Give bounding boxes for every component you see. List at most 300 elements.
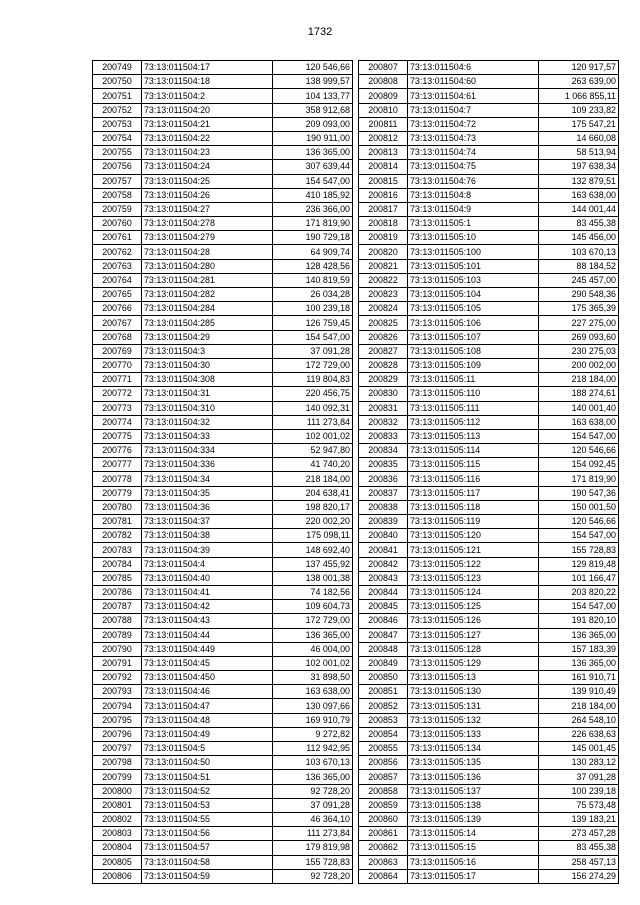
- cadastral-number-cell: 73:13:011505:10: [408, 231, 539, 245]
- cadastral-value-cell: 161 910,71: [539, 671, 619, 685]
- cadastral-value-cell: 188 274,61: [539, 387, 619, 401]
- cadastral-number-cell: 73:13:011504:33: [142, 429, 273, 443]
- record-number-cell: 200833: [359, 429, 408, 443]
- record-number-cell: 200811: [359, 117, 408, 131]
- record-number-cell: 200821: [359, 259, 408, 273]
- record-number-cell: 200802: [93, 812, 142, 826]
- cadastral-value-cell: 226 638,63: [539, 727, 619, 741]
- cadastral-value-cell: 155 728,83: [539, 543, 619, 557]
- record-number-cell: 200761: [93, 231, 142, 245]
- table-row: [93, 160, 353, 174]
- record-number-cell: 200837: [359, 486, 408, 500]
- cadastral-value-cell: 218 184,00: [539, 373, 619, 387]
- record-number-cell: 200749: [93, 61, 142, 75]
- table-row: [359, 727, 619, 741]
- cadastral-value-cell: 37 091,28: [539, 770, 619, 784]
- table-row: [359, 160, 619, 174]
- table-row: [359, 358, 619, 372]
- cadastral-value-cell: 102 001,02: [273, 656, 353, 670]
- cadastral-number-cell: 73:13:011504:39: [142, 543, 273, 557]
- table-row: [359, 827, 619, 841]
- table-row: [359, 231, 619, 245]
- table-row: [359, 302, 619, 316]
- table-row: [359, 174, 619, 188]
- cadastral-value-cell: 190 729,18: [273, 231, 353, 245]
- record-number-cell: 200791: [93, 656, 142, 670]
- table-row: [359, 571, 619, 585]
- cadastral-number-cell: 73:13:011504:36: [142, 500, 273, 514]
- cadastral-value-cell: 163 638,00: [539, 415, 619, 429]
- cadastral-value-cell: 130 097,66: [273, 699, 353, 713]
- table-row: [93, 600, 353, 614]
- table-row: [359, 316, 619, 330]
- cadastral-value-cell: 169 910,79: [273, 713, 353, 727]
- cadastral-number-cell: 73:13:011504:7: [408, 103, 539, 117]
- cadastral-number-cell: 73:13:011504:29: [142, 330, 273, 344]
- cadastral-value-cell: 150 001,50: [539, 500, 619, 514]
- cadastral-number-cell: 73:13:011504:280: [142, 259, 273, 273]
- cadastral-number-cell: 73:13:011505:13: [408, 671, 539, 685]
- table-row: [359, 656, 619, 670]
- cadastral-number-cell: 73:13:011504:48: [142, 713, 273, 727]
- cadastral-value-cell: 358 912,68: [273, 103, 353, 117]
- cadastral-number-cell: 73:13:011504:450: [142, 671, 273, 685]
- table-row: [359, 472, 619, 486]
- cadastral-value-cell: 171 819,90: [273, 217, 353, 231]
- cadastral-value-cell: 14 660,08: [539, 131, 619, 145]
- cadastral-value-cell: 269 093,60: [539, 330, 619, 344]
- record-number-cell: 200763: [93, 259, 142, 273]
- record-number-cell: 200846: [359, 614, 408, 628]
- table-row: [93, 358, 353, 372]
- cadastral-number-cell: 73:13:011505:111: [408, 401, 539, 415]
- cadastral-value-cell: 46 004,00: [273, 642, 353, 656]
- cadastral-number-cell: 73:13:011505:120: [408, 529, 539, 543]
- table-row: [93, 472, 353, 486]
- record-number-cell: 200863: [359, 855, 408, 869]
- cadastral-number-cell: 73:13:011505:123: [408, 571, 539, 585]
- cadastral-number-cell: 73:13:011504:73: [408, 131, 539, 145]
- cadastral-value-cell: 245 457,00: [539, 273, 619, 287]
- record-number-cell: 200752: [93, 103, 142, 117]
- cadastral-value-cell: 190 547,36: [539, 486, 619, 500]
- cadastral-value-cell: 156 274,29: [539, 869, 619, 883]
- cadastral-value-cell: 175 098,11: [273, 529, 353, 543]
- table-row: [93, 387, 353, 401]
- cadastral-value-cell: 92 728,20: [273, 784, 353, 798]
- cadastral-number-cell: 73:13:011504:49: [142, 727, 273, 741]
- cadastral-value-cell: 37 091,28: [273, 798, 353, 812]
- table-row: [359, 273, 619, 287]
- table-row: [359, 869, 619, 883]
- record-number-cell: 200774: [93, 415, 142, 429]
- cadastral-number-cell: 73:13:011504:60: [408, 75, 539, 89]
- table-row: [93, 628, 353, 642]
- cadastral-number-cell: 73:13:011504:9: [408, 202, 539, 216]
- table-row: [359, 742, 619, 756]
- table-row: [93, 174, 353, 188]
- registry-table-right-body: [359, 61, 619, 884]
- record-number-cell: 200804: [93, 841, 142, 855]
- table-row: [359, 486, 619, 500]
- table-row: [93, 429, 353, 443]
- cadastral-number-cell: 73:13:011505:105: [408, 302, 539, 316]
- cadastral-value-cell: 109 604,73: [273, 600, 353, 614]
- cadastral-value-cell: 136 365,00: [273, 770, 353, 784]
- table-row: [93, 245, 353, 259]
- cadastral-number-cell: 73:13:011505:131: [408, 699, 539, 713]
- cadastral-value-cell: 154 092,45: [539, 458, 619, 472]
- cadastral-value-cell: 100 239,18: [539, 784, 619, 798]
- cadastral-number-cell: 73:13:011504:2: [142, 89, 273, 103]
- record-number-cell: 200771: [93, 373, 142, 387]
- record-number-cell: 200850: [359, 671, 408, 685]
- cadastral-value-cell: 128 428,56: [273, 259, 353, 273]
- cadastral-value-cell: 102 001,02: [273, 429, 353, 443]
- record-number-cell: 200788: [93, 614, 142, 628]
- table-row: [359, 685, 619, 699]
- cadastral-number-cell: 73:13:011504:20: [142, 103, 273, 117]
- cadastral-number-cell: 73:13:011505:137: [408, 784, 539, 798]
- cadastral-number-cell: 73:13:011504:25: [142, 174, 273, 188]
- table-row: [93, 656, 353, 670]
- record-number-cell: 200864: [359, 869, 408, 883]
- record-number-cell: 200830: [359, 387, 408, 401]
- record-number-cell: 200845: [359, 600, 408, 614]
- record-number-cell: 200778: [93, 472, 142, 486]
- cadastral-number-cell: 73:13:011504:31: [142, 387, 273, 401]
- table-row: [359, 798, 619, 812]
- cadastral-number-cell: 73:13:011504:55: [142, 812, 273, 826]
- cadastral-number-cell: 73:13:011504:72: [408, 117, 539, 131]
- record-number-cell: 200836: [359, 472, 408, 486]
- record-number-cell: 200859: [359, 798, 408, 812]
- record-number-cell: 200854: [359, 727, 408, 741]
- cadastral-value-cell: 218 184,00: [273, 472, 353, 486]
- table-row: [93, 302, 353, 316]
- cadastral-value-cell: 126 759,45: [273, 316, 353, 330]
- cadastral-number-cell: 73:13:011504:42: [142, 600, 273, 614]
- cadastral-value-cell: 157 183,39: [539, 642, 619, 656]
- cadastral-number-cell: 73:13:011504:449: [142, 642, 273, 656]
- record-number-cell: 200780: [93, 500, 142, 514]
- cadastral-value-cell: 154 547,00: [273, 174, 353, 188]
- cadastral-number-cell: 73:13:011504:6: [408, 61, 539, 75]
- cadastral-value-cell: 140 819,59: [273, 273, 353, 287]
- record-number-cell: 200848: [359, 642, 408, 656]
- cadastral-number-cell: 73:13:011504:27: [142, 202, 273, 216]
- cadastral-value-cell: 37 091,28: [273, 344, 353, 358]
- cadastral-number-cell: 73:13:011504:282: [142, 288, 273, 302]
- cadastral-value-cell: 100 239,18: [273, 302, 353, 316]
- record-number-cell: 200844: [359, 585, 408, 599]
- cadastral-number-cell: 73:13:011504:34: [142, 472, 273, 486]
- cadastral-number-cell: 73:13:011504:26: [142, 188, 273, 202]
- cadastral-number-cell: 73:13:011504:22: [142, 131, 273, 145]
- cadastral-value-cell: 109 233,82: [539, 103, 619, 117]
- table-row: [93, 699, 353, 713]
- record-number-cell: 200820: [359, 245, 408, 259]
- cadastral-number-cell: 73:13:011504:24: [142, 160, 273, 174]
- table-row: [93, 444, 353, 458]
- cadastral-number-cell: 73:13:011504:57: [142, 841, 273, 855]
- record-number-cell: 200857: [359, 770, 408, 784]
- cadastral-value-cell: 101 166,47: [539, 571, 619, 585]
- cadastral-number-cell: 73:13:011505:112: [408, 415, 539, 429]
- table-row: [93, 217, 353, 231]
- record-number-cell: 200816: [359, 188, 408, 202]
- table-row: [93, 188, 353, 202]
- record-number-cell: 200858: [359, 784, 408, 798]
- cadastral-value-cell: 120 546,66: [273, 61, 353, 75]
- cadastral-value-cell: 154 547,00: [539, 429, 619, 443]
- table-row: [93, 869, 353, 883]
- record-number-cell: 200828: [359, 358, 408, 372]
- cadastral-number-cell: 73:13:011505:104: [408, 288, 539, 302]
- cadastral-value-cell: 154 547,00: [539, 600, 619, 614]
- cadastral-value-cell: 236 366,00: [273, 202, 353, 216]
- record-number-cell: 200768: [93, 330, 142, 344]
- cadastral-value-cell: 132 879,51: [539, 174, 619, 188]
- cadastral-value-cell: 138 001,38: [273, 571, 353, 585]
- cadastral-value-cell: 83 455,38: [539, 217, 619, 231]
- cadastral-value-cell: 88 184,52: [539, 259, 619, 273]
- table-row: [93, 727, 353, 741]
- registry-table-left-body: [93, 61, 353, 884]
- cadastral-value-cell: 203 820,22: [539, 585, 619, 599]
- table-row: [359, 415, 619, 429]
- table-row: [93, 103, 353, 117]
- record-number-cell: 200815: [359, 174, 408, 188]
- cadastral-value-cell: 209 093,00: [273, 117, 353, 131]
- cadastral-number-cell: 73:13:011504:40: [142, 571, 273, 585]
- table-row: [93, 529, 353, 543]
- table-row: [359, 500, 619, 514]
- cadastral-value-cell: 41 740,20: [273, 458, 353, 472]
- cadastral-number-cell: 73:13:011504:75: [408, 160, 539, 174]
- cadastral-value-cell: 258 457,13: [539, 855, 619, 869]
- record-number-cell: 200818: [359, 217, 408, 231]
- cadastral-number-cell: 73:13:011505:101: [408, 259, 539, 273]
- cadastral-value-cell: 171 819,90: [539, 472, 619, 486]
- record-number-cell: 200785: [93, 571, 142, 585]
- cadastral-number-cell: 73:13:011505:106: [408, 316, 539, 330]
- cadastral-number-cell: 73:13:011505:115: [408, 458, 539, 472]
- cadastral-value-cell: 139 183,21: [539, 812, 619, 826]
- cadastral-number-cell: 73:13:011504:43: [142, 614, 273, 628]
- cadastral-value-cell: 58 513,94: [539, 146, 619, 160]
- record-number-cell: 200799: [93, 770, 142, 784]
- cadastral-number-cell: 73:13:011505:126: [408, 614, 539, 628]
- record-number-cell: 200838: [359, 500, 408, 514]
- record-number-cell: 200852: [359, 699, 408, 713]
- record-number-cell: 200782: [93, 529, 142, 543]
- record-number-cell: 200814: [359, 160, 408, 174]
- table-row: [93, 515, 353, 529]
- cadastral-value-cell: 175 547,21: [539, 117, 619, 131]
- cadastral-value-cell: 172 729,00: [273, 614, 353, 628]
- cadastral-number-cell: 73:13:011505:119: [408, 515, 539, 529]
- cadastral-number-cell: 73:13:011504:23: [142, 146, 273, 160]
- cadastral-number-cell: 73:13:011504:53: [142, 798, 273, 812]
- record-number-cell: 200784: [93, 557, 142, 571]
- record-number-cell: 200795: [93, 713, 142, 727]
- cadastral-number-cell: 73:13:011504:281: [142, 273, 273, 287]
- table-row: [93, 89, 353, 103]
- record-number-cell: 200797: [93, 742, 142, 756]
- record-number-cell: 200860: [359, 812, 408, 826]
- record-number-cell: 200849: [359, 656, 408, 670]
- table-row: [93, 685, 353, 699]
- table-row: [93, 784, 353, 798]
- cadastral-number-cell: 73:13:011504:310: [142, 401, 273, 415]
- record-number-cell: 200861: [359, 827, 408, 841]
- cadastral-number-cell: 73:13:011504:35: [142, 486, 273, 500]
- cadastral-number-cell: 73:13:011504:285: [142, 316, 273, 330]
- record-number-cell: 200806: [93, 869, 142, 883]
- cadastral-number-cell: 73:13:011505:130: [408, 685, 539, 699]
- cadastral-number-cell: 73:13:011504:37: [142, 515, 273, 529]
- cadastral-number-cell: 73:13:011504:336: [142, 458, 273, 472]
- table-row: [93, 798, 353, 812]
- record-number-cell: 200822: [359, 273, 408, 287]
- table-row: [93, 259, 353, 273]
- cadastral-value-cell: 139 910,49: [539, 685, 619, 699]
- record-number-cell: 200786: [93, 585, 142, 599]
- cadastral-value-cell: 263 639,00: [539, 75, 619, 89]
- record-number-cell: 200801: [93, 798, 142, 812]
- cadastral-number-cell: 73:13:011504:51: [142, 770, 273, 784]
- cadastral-value-cell: 83 455,38: [539, 841, 619, 855]
- record-number-cell: 200840: [359, 529, 408, 543]
- record-number-cell: 200790: [93, 642, 142, 656]
- table-row: [93, 614, 353, 628]
- registry-table-right: [358, 60, 619, 884]
- record-number-cell: 200756: [93, 160, 142, 174]
- table-row: [93, 812, 353, 826]
- record-number-cell: 200758: [93, 188, 142, 202]
- cadastral-number-cell: 73:13:011504:50: [142, 756, 273, 770]
- table-row: [359, 841, 619, 855]
- cadastral-number-cell: 73:13:011505:117: [408, 486, 539, 500]
- record-number-cell: 200855: [359, 742, 408, 756]
- cadastral-number-cell: 73:13:011505:125: [408, 600, 539, 614]
- record-number-cell: 200766: [93, 302, 142, 316]
- cadastral-value-cell: 52 947,80: [273, 444, 353, 458]
- record-number-cell: 200835: [359, 458, 408, 472]
- cadastral-value-cell: 130 283,12: [539, 756, 619, 770]
- record-number-cell: 200826: [359, 330, 408, 344]
- cadastral-number-cell: 73:13:011505:109: [408, 358, 539, 372]
- cadastral-value-cell: 198 820,17: [273, 500, 353, 514]
- cadastral-value-cell: 218 184,00: [539, 699, 619, 713]
- table-row: [359, 770, 619, 784]
- record-number-cell: 200839: [359, 515, 408, 529]
- record-number-cell: 200808: [359, 75, 408, 89]
- cadastral-value-cell: 92 728,20: [273, 869, 353, 883]
- table-row: [93, 61, 353, 75]
- record-number-cell: 200805: [93, 855, 142, 869]
- record-number-cell: 200787: [93, 600, 142, 614]
- record-number-cell: 200798: [93, 756, 142, 770]
- cadastral-value-cell: 148 692,40: [273, 543, 353, 557]
- table-row: [93, 855, 353, 869]
- table-row: [359, 642, 619, 656]
- record-number-cell: 200767: [93, 316, 142, 330]
- record-number-cell: 200792: [93, 671, 142, 685]
- cadastral-number-cell: 73:13:011504:18: [142, 75, 273, 89]
- cadastral-value-cell: 111 273,84: [273, 415, 353, 429]
- cadastral-number-cell: 73:13:011504:56: [142, 827, 273, 841]
- record-number-cell: 200827: [359, 344, 408, 358]
- table-row: [359, 387, 619, 401]
- table-row: [359, 812, 619, 826]
- table-row: [359, 288, 619, 302]
- cadastral-value-cell: 163 638,00: [539, 188, 619, 202]
- table-row: [359, 543, 619, 557]
- record-number-cell: 200796: [93, 727, 142, 741]
- cadastral-value-cell: 154 547,00: [273, 330, 353, 344]
- record-number-cell: 200807: [359, 61, 408, 75]
- table-row: [359, 628, 619, 642]
- record-number-cell: 200772: [93, 387, 142, 401]
- cadastral-number-cell: 73:13:011505:116: [408, 472, 539, 486]
- record-number-cell: 200851: [359, 685, 408, 699]
- cadastral-value-cell: 191 820,10: [539, 614, 619, 628]
- table-row: [359, 515, 619, 529]
- cadastral-value-cell: 136 365,00: [273, 146, 353, 160]
- table-row: [93, 770, 353, 784]
- cadastral-value-cell: 144 001,44: [539, 202, 619, 216]
- record-number-cell: 200824: [359, 302, 408, 316]
- cadastral-value-cell: 64 909,74: [273, 245, 353, 259]
- cadastral-number-cell: 73:13:011504:4: [142, 557, 273, 571]
- cadastral-value-cell: 103 670,13: [273, 756, 353, 770]
- cadastral-value-cell: 145 001,45: [539, 742, 619, 756]
- cadastral-value-cell: 190 911,00: [273, 131, 353, 145]
- table-row: [93, 231, 353, 245]
- record-number-cell: 200842: [359, 557, 408, 571]
- cadastral-number-cell: 73:13:011505:134: [408, 742, 539, 756]
- cadastral-value-cell: 140 092,31: [273, 401, 353, 415]
- table-row: [93, 713, 353, 727]
- record-number-cell: 200755: [93, 146, 142, 160]
- cadastral-value-cell: 74 182,56: [273, 585, 353, 599]
- record-number-cell: 200809: [359, 89, 408, 103]
- record-number-cell: 200843: [359, 571, 408, 585]
- table-row: [93, 117, 353, 131]
- table-row: [359, 146, 619, 160]
- record-number-cell: 200829: [359, 373, 408, 387]
- table-row: [359, 202, 619, 216]
- cadastral-value-cell: 103 670,13: [539, 245, 619, 259]
- record-number-cell: 200819: [359, 231, 408, 245]
- table-row: [93, 585, 353, 599]
- cadastral-number-cell: 73:13:011505:118: [408, 500, 539, 514]
- cadastral-value-cell: 145 456,00: [539, 231, 619, 245]
- table-row: [93, 756, 353, 770]
- cadastral-number-cell: 73:13:011504:61: [408, 89, 539, 103]
- cadastral-number-cell: 73:13:011505:138: [408, 798, 539, 812]
- table-row: [359, 671, 619, 685]
- cadastral-value-cell: 75 573,48: [539, 798, 619, 812]
- cadastral-number-cell: 73:13:011504:278: [142, 217, 273, 231]
- record-number-cell: 200831: [359, 401, 408, 415]
- cadastral-number-cell: 73:13:011504:58: [142, 855, 273, 869]
- cadastral-number-cell: 73:13:011504:38: [142, 529, 273, 543]
- cadastral-number-cell: 73:13:011504:30: [142, 358, 273, 372]
- record-number-cell: 200762: [93, 245, 142, 259]
